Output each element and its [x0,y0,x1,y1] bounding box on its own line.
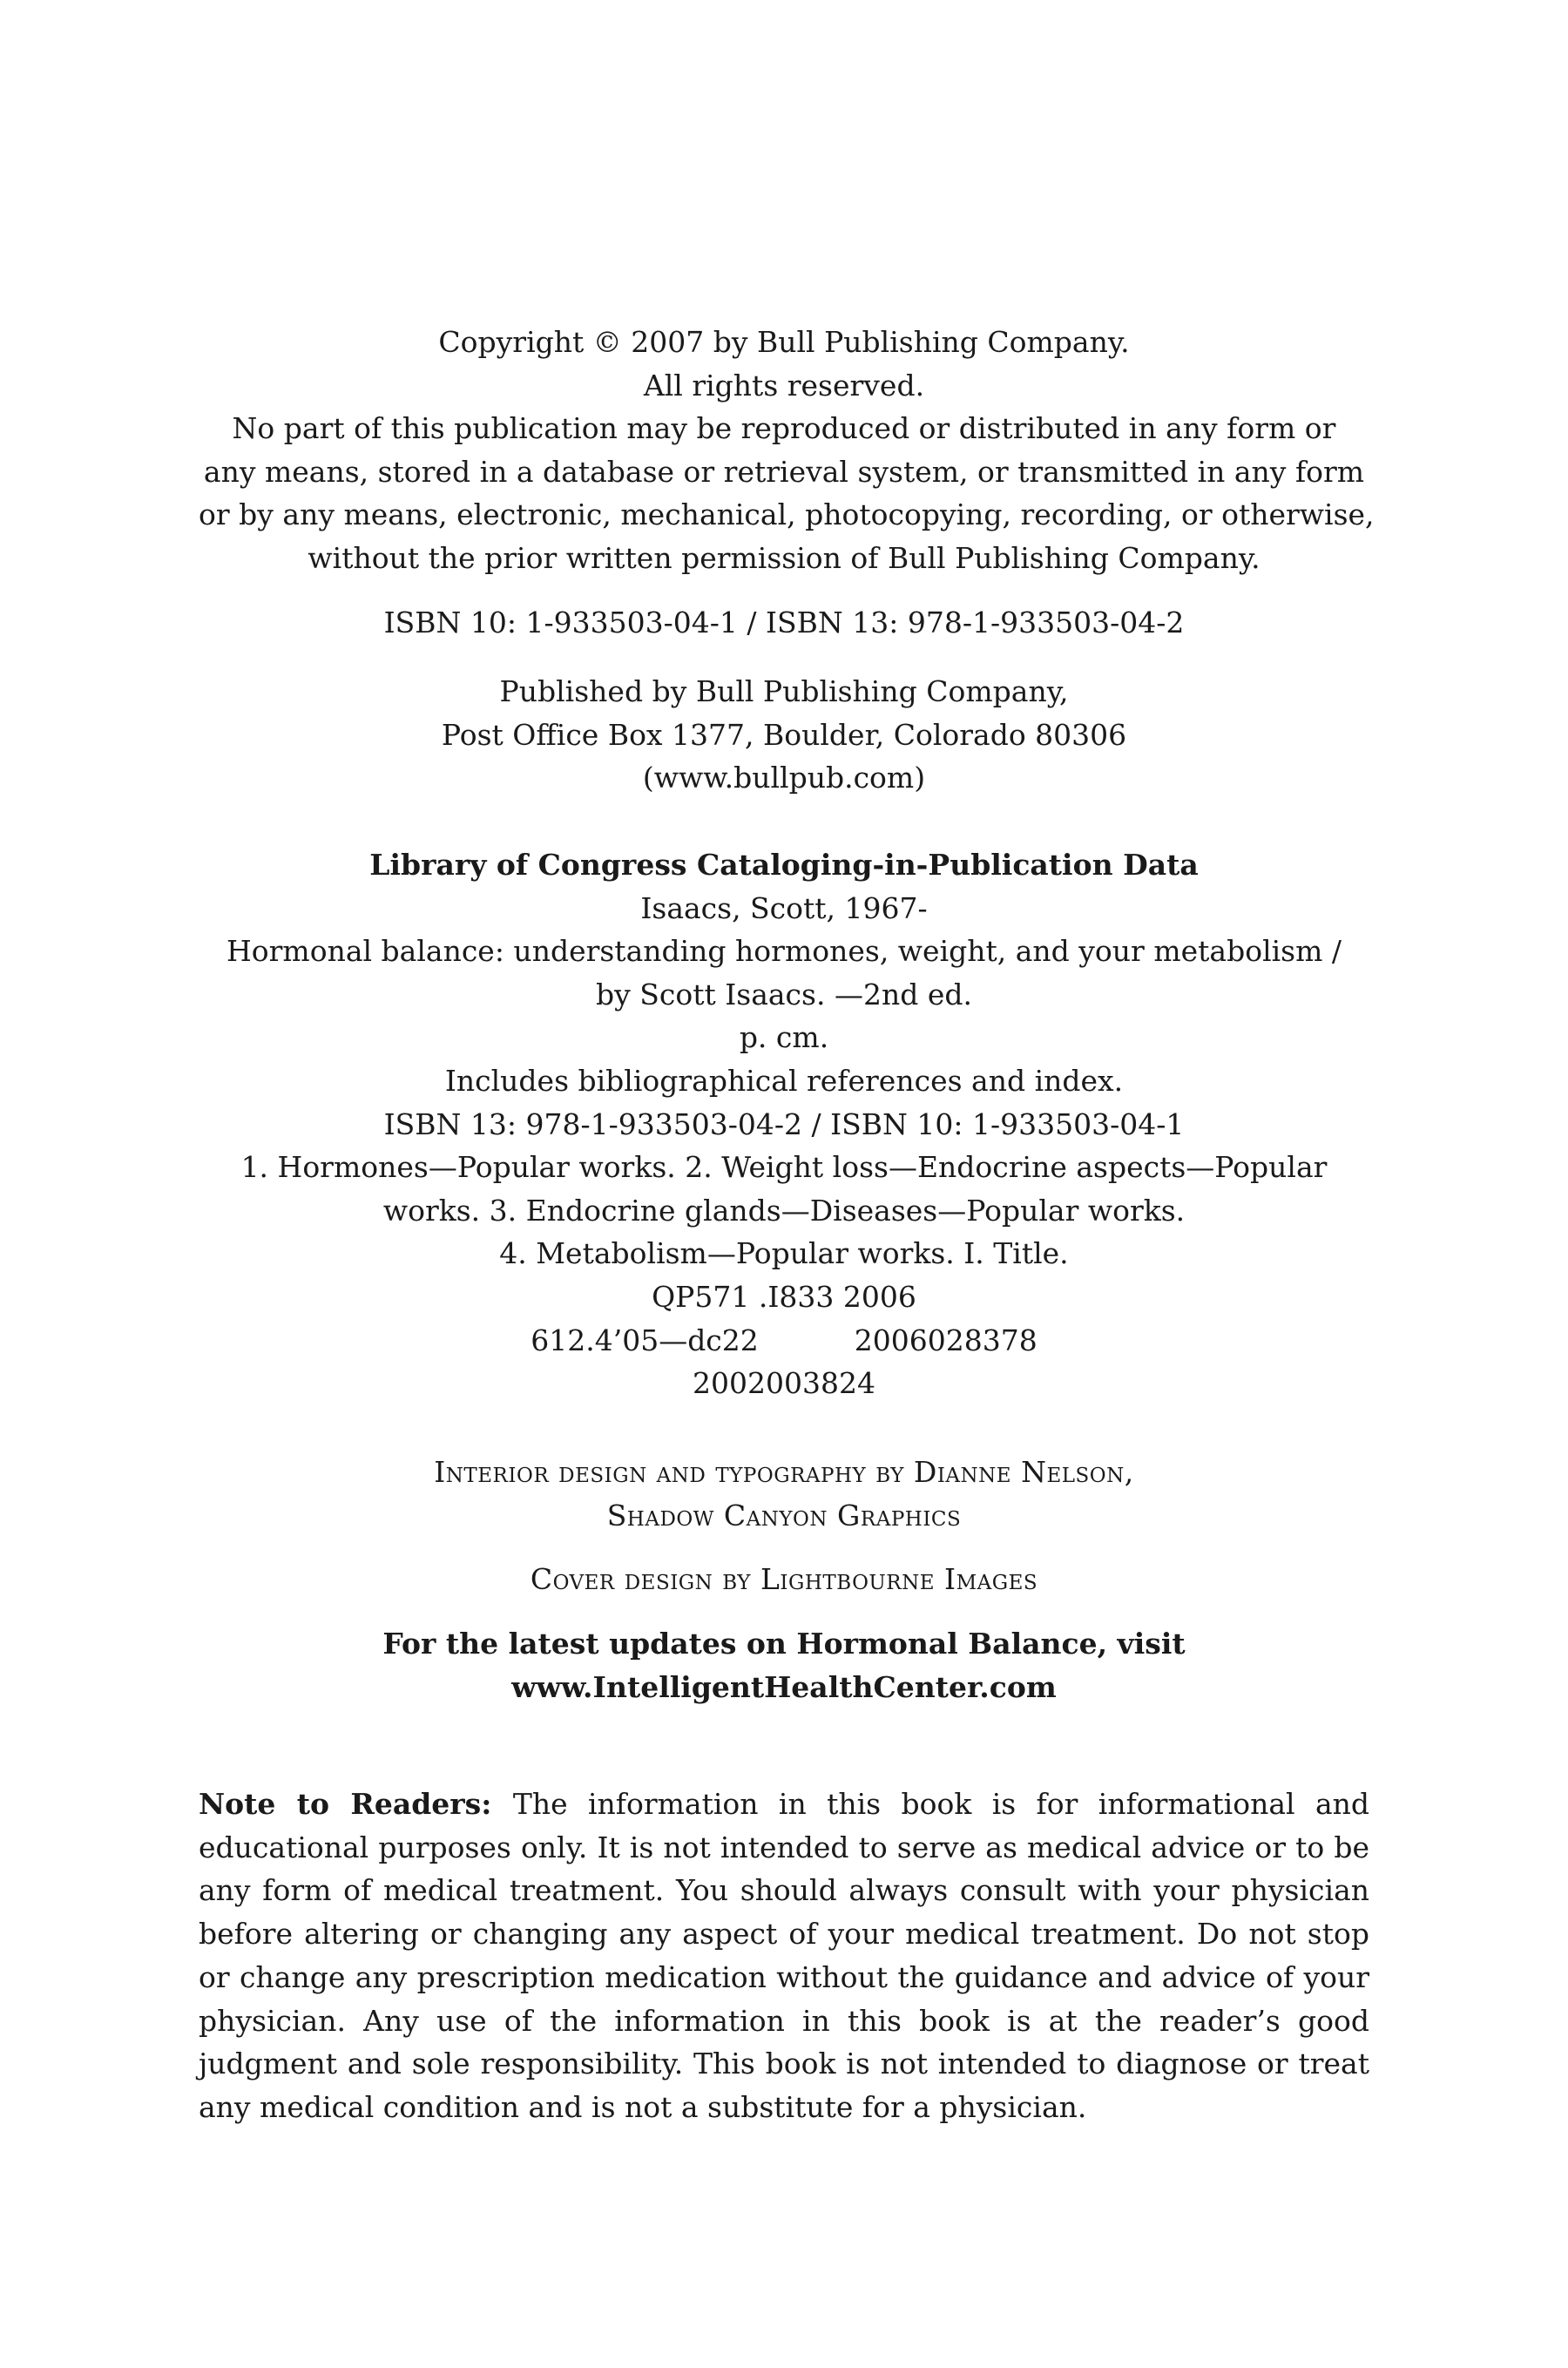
publisher-website: (www.bullpub.com) [642,761,926,795]
isbn-line: ISBN 10: 1-933503-04-1 / ISBN 13: 978-1-933503-04-2 [383,606,1185,639]
rights-reserved-line: All rights reserved. [643,368,925,403]
cataloging-subjects: 1. Hormones—Popular works. 2. Weight loss—Endocrine aspects—Popular [240,1150,1328,1185]
cataloging-author: Isaacs, Scott, 1967- [640,890,928,925]
publisher-name: Published by Bull Publishing Company, [499,674,1069,708]
updates-line: For the latest updates on Hormonal Balance, visit [382,1627,1186,1661]
cataloging-classification-row [199,1319,1369,1363]
design-credits [199,1451,1369,1537]
interior-design-studio: Shadow Canyon Graphics [606,1498,962,1532]
cataloging-heading: Library of Congress Cataloging-in-Publication Data [369,848,1199,882]
isbn-block [199,601,1369,645]
copyright-body-line: without the prior written permission of Bull Publishing Company. [308,540,1260,575]
cataloging-call-number: QP571 .I833 2006 [652,1279,916,1314]
cover-credit-block [199,1558,1369,1601]
updates-website: www.IntelligentHealthCenter.com [511,1669,1057,1704]
note-to-readers [199,1783,1369,2129]
publisher-address: Post Office Box 1377, Boulder, Colorado 80306 [441,717,1127,752]
cataloging-pagination: p. cm. [739,1020,829,1055]
cataloging-subjects: works. 3. Endocrine glands—Diseases—Popular works. [382,1193,1186,1228]
interior-design-credit: Interior design and typography by Dianne Nelson, [434,1455,1134,1489]
updates-block [199,1622,1369,1708]
cataloging-isbn: ISBN 13: 978-1-933503-04-2 / ISBN 10: 1-933503-04-1 [383,1106,1185,1141]
cataloging-block [199,843,1369,1405]
cataloging-lccn: 2006028378 [854,1323,1037,1357]
copyright-body-line: any means, stored in a database or retrieval system, or transmitted in any form [203,454,1365,489]
cataloging-bibliography: Includes bibliographical references and index. [444,1063,1124,1098]
copyright-body-line: No part of this publication may be reproduced or distributed in any form or [232,411,1336,446]
copyright-body-line: or by any means, electronic, mechanical, photocopying, recording, or otherwise, [199,497,1375,532]
note-label: Note to Readers: [199,1787,513,1821]
cataloging-title: by Scott Isaacs. —2nd ed. [596,977,972,1011]
note-text: The information in this book is for informational and educational purposes only. It is not intended to serve as medical advice or to be any form of medical treatment. You should always consult with your physician before altering or changing any aspect of your medical treatment. Do not stop or change any prescription medication without the guidance and advice of your physician. Any use of the information in this book is at the reader’s good judgment and sole responsibility. This book is not intended to diagnose or treat any medical condition and is not a substitute for a physician. [199,1787,1370,2124]
cataloging-subjects: 4. Metabolism—Popular works. I. Title. [499,1236,1069,1271]
copyright-notice [199,321,1375,580]
cataloging-dewey: 612.4’05—dc22 [531,1323,759,1357]
copyright-line: Copyright © 2007 by Bull Publishing Company. [438,325,1130,359]
publisher-block [199,670,1369,800]
cover-design-credit: Cover design by Lightbourne Images [530,1562,1038,1596]
cataloging-title: Hormonal balance: understanding hormones, weight, and your metabolism / [226,934,1342,969]
cataloging-record-number: 2002003824 [693,1366,875,1401]
